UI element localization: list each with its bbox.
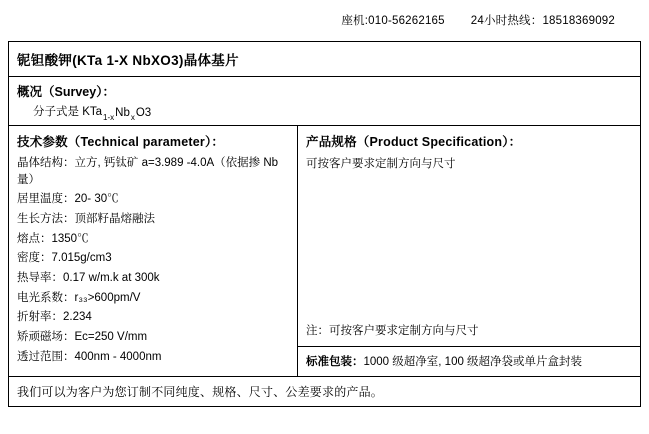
formula-middle: Nb xyxy=(115,107,130,119)
formula-suffix: O3 xyxy=(135,107,152,119)
survey-row xyxy=(9,77,640,126)
param-density: 密度：7.015g/cm3 xyxy=(17,252,112,265)
specification-note: 注：可按客户要求定制方向与尺寸 xyxy=(306,325,479,338)
param-melting-point: 熔点：1350℃ xyxy=(17,232,89,245)
formula-prefix: 分子式是 KTa xyxy=(33,106,103,118)
hotline-phone: 24小时热线：18518369092 xyxy=(470,15,615,27)
packaging-label: 标准包装： xyxy=(306,356,364,369)
molecular-formula xyxy=(17,103,632,122)
office-phone: 座机:010-56262165 xyxy=(341,15,445,27)
technical-parameters-heading: 技术参数（Technical parameter）： xyxy=(17,135,225,149)
product-spec-table xyxy=(8,41,641,407)
param-electro-optic-coefficient: 电光系数：r₃₃>600pm/V xyxy=(17,291,141,304)
page-title: 铌钽酸钾(KTa 1-X NbXO3)晶体基片 xyxy=(17,53,239,68)
contact-header xyxy=(0,0,649,40)
product-specification-heading: 产品规格（Product Specification）： xyxy=(306,135,522,149)
param-crystal-structure: 晶体结构：立方, 钙钛矿 a=3.989 -4.0A（依据掺 Nb 量） xyxy=(17,157,279,186)
formula-subscript-2: x xyxy=(130,113,135,122)
product-specification-cell xyxy=(298,126,640,347)
param-thermal-conductivity: 热导率：0.17 w/m.k at 300k xyxy=(17,272,160,285)
title-row xyxy=(9,42,640,77)
param-growth-method: 生长方法：顶部籽晶熔融法 xyxy=(17,213,155,226)
param-transmission-range: 透过范围：400nm - 4000nm xyxy=(17,350,162,363)
specification-line: 可按客户要求定制方向与尺寸 xyxy=(306,158,456,170)
details-row xyxy=(9,126,640,377)
packaging-text: 1000 级超净室, 100 级超净袋或单片盒封装 xyxy=(363,356,583,369)
param-refractive-index: 折射率：2.234 xyxy=(17,311,92,324)
footer-note: 我们可以为客户为您订制不同纯度、规格、尺寸、公差要求的产品。 xyxy=(17,385,384,400)
footer-row xyxy=(9,377,640,406)
technical-parameters-cell xyxy=(9,126,298,376)
param-curie-temperature: 居里温度：20- 30℃ xyxy=(17,193,119,206)
formula-subscript-1: 1-x xyxy=(103,113,115,122)
specification-column xyxy=(298,126,640,376)
standard-packaging-cell xyxy=(298,347,640,376)
survey-label: 概况（Survey）： xyxy=(17,85,115,99)
param-coercive-field: 矫顽磁场：Ec=250 V/mm xyxy=(17,331,148,344)
